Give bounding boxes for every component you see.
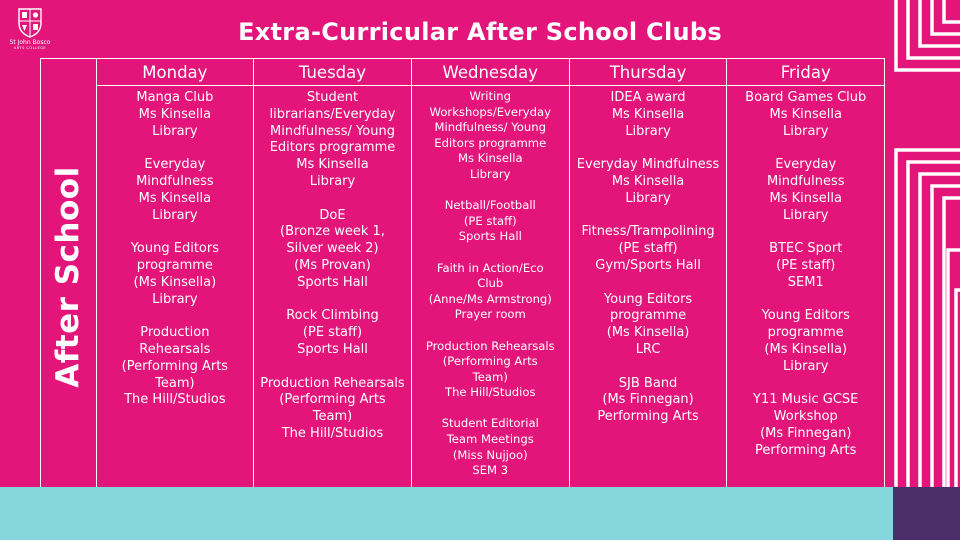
club-line: (Anne/Ms Armstrong): [428, 291, 552, 306]
club-line: DoE: [319, 207, 346, 223]
club-line: Library: [152, 207, 198, 223]
club-line: (Ms Kinsella): [764, 341, 848, 357]
day-column-friday: [727, 86, 885, 495]
club-line: The Hill/Studios: [124, 392, 226, 408]
club-line: Board Games Club: [745, 90, 867, 105]
club-line: Team): [312, 409, 353, 425]
club-line: Library: [625, 190, 671, 206]
corner-block: [893, 487, 960, 540]
club-entry: [727, 90, 884, 140]
club-line: The Hill/Studios: [445, 385, 536, 400]
day-column-monday: [96, 86, 253, 495]
club-line: Rehearsals: [139, 341, 211, 357]
club-line: BTEC Sport: [769, 241, 843, 257]
club-line: Editors programme: [434, 135, 547, 150]
club-line: Everyday: [775, 157, 837, 173]
club-entry: [727, 241, 884, 291]
club-line: Ms Kinsella: [138, 190, 212, 206]
club-line: Ms Kinsella: [769, 190, 842, 206]
club-line: The Hill/Studios: [281, 425, 384, 441]
club-line: Everyday: [144, 157, 206, 173]
club-line: Workshops/Everyday: [429, 104, 551, 119]
club-line: Mindfulness: [136, 173, 214, 189]
club-line: Library: [783, 207, 829, 223]
club-line: Manga Club: [136, 90, 214, 105]
club-line: Sports Hall: [297, 274, 368, 290]
club-line: Writing: [469, 89, 511, 103]
club-line: Netball/Football: [444, 198, 536, 213]
club-entry: [97, 90, 253, 140]
club-line: (PE staff): [618, 241, 678, 257]
club-line: Library: [309, 173, 356, 189]
club-line: Mindfulness: [766, 173, 845, 189]
school-name: St John Bosco: [9, 39, 51, 46]
page-title: Extra-Curricular After School Clubs: [238, 18, 722, 46]
clubs-timetable: [40, 58, 885, 495]
day-header-thursday: Thursday: [569, 59, 727, 86]
club-line: programme: [767, 325, 844, 341]
club-line: Sports Hall: [297, 341, 368, 357]
club-line: Rock Climbing: [286, 308, 379, 324]
club-line: Ms Kinsella: [611, 173, 685, 189]
club-line: (Ms Finnegan): [760, 425, 852, 441]
club-line: Young Editors: [130, 241, 219, 257]
club-line: (Miss Nujjoo): [452, 447, 528, 462]
club-line: (Ms Kinsella): [606, 325, 690, 341]
club-line: (Performing Arts: [279, 392, 386, 408]
club-line: Faith in Action/Eco: [436, 260, 544, 275]
school-subtitle: ARTS COLLEGE: [13, 46, 47, 50]
club-line: Gym/Sports Hall: [595, 257, 701, 273]
club-line: Ms Kinsella: [138, 106, 212, 122]
club-entry: [412, 89, 569, 183]
club-entry: [254, 90, 411, 191]
club-line: (PE staff): [302, 325, 363, 341]
club-line: Silver week 2): [286, 241, 379, 257]
club-line: (Ms Kinsella): [133, 274, 217, 290]
day-column-tuesday: [254, 86, 412, 495]
club-line: (Ms Provan): [294, 257, 371, 273]
club-line: programme: [609, 308, 687, 324]
club-line: Production Rehearsals: [260, 375, 405, 391]
club-line: Y11 Music GCSE: [753, 392, 859, 408]
club-line: Mindfulness/ Young: [434, 120, 546, 135]
club-line: Student Editorial: [441, 416, 539, 431]
club-line: Performing Arts: [755, 442, 857, 458]
club-line: Production Rehearsals: [425, 338, 555, 353]
club-line: Ms Kinsella: [611, 106, 685, 122]
club-line: (Ms Finnegan): [602, 392, 694, 408]
club-line: Library: [152, 123, 198, 139]
club-line: Club: [477, 276, 504, 291]
club-entry: [97, 325, 253, 409]
club-line: (Performing Arts: [442, 354, 538, 369]
club-entry: [727, 392, 884, 459]
club-line: Fitness/Trampolining: [581, 224, 715, 240]
day-header-tuesday: Tuesday: [254, 59, 412, 86]
club-entry: [727, 157, 884, 224]
club-line: Team Meetings: [446, 432, 534, 447]
club-entry: [254, 208, 411, 292]
club-entry: [412, 339, 569, 401]
club-line: Library: [783, 358, 829, 374]
club-line: librarians/Everyday: [269, 106, 396, 122]
club-entry: [97, 157, 253, 224]
club-line: Performing Arts: [597, 409, 699, 425]
club-line: Editors programme: [269, 140, 396, 156]
club-line: Sports Hall: [458, 229, 522, 244]
day-header-monday: Monday: [96, 59, 253, 86]
club-line: Library: [469, 166, 511, 181]
club-line: Ms Kinsella: [769, 106, 842, 122]
club-line: (Bronze week 1,: [280, 224, 385, 240]
club-line: Library: [783, 123, 829, 139]
club-line: Young Editors: [603, 291, 693, 307]
club-line: IDEA award: [610, 90, 686, 105]
day-header-row: [41, 59, 885, 86]
day-header-wednesday: Wednesday: [411, 59, 569, 86]
club-line: (PE staff): [776, 257, 836, 273]
club-line: Everyday Mindfulness: [576, 157, 720, 173]
club-line: Production: [140, 325, 210, 341]
club-entry: [97, 241, 253, 308]
bottom-band: [0, 487, 893, 540]
decorative-stripes: [886, 0, 960, 487]
school-logo: [8, 6, 52, 58]
day-column-thursday: [569, 86, 727, 495]
club-line: SJB Band: [618, 375, 678, 391]
club-line: (PE staff): [463, 213, 517, 228]
club-line: Ms Kinsella: [457, 151, 523, 166]
club-entry: [570, 224, 727, 274]
crest-icon: [17, 6, 43, 38]
club-entry: [412, 261, 569, 323]
club-line: Student: [306, 90, 359, 105]
club-entry: [254, 376, 411, 443]
day-header-friday: Friday: [727, 59, 885, 86]
club-line: Workshop: [773, 409, 838, 425]
club-line: Ms Kinsella: [296, 157, 369, 173]
club-entry: [570, 376, 727, 426]
club-entry: [570, 157, 727, 207]
club-entry: [727, 308, 884, 375]
club-line: Team): [472, 369, 508, 384]
club-line: Team): [155, 375, 195, 391]
club-line: Library: [625, 123, 671, 139]
club-line: Young Editors: [761, 308, 850, 324]
clubs-row: [41, 86, 885, 495]
after-school-cell: [41, 59, 97, 495]
club-entry: [570, 292, 727, 359]
club-entry: [254, 308, 411, 358]
club-line: SEM1: [787, 274, 824, 290]
club-line: LRC: [635, 341, 661, 357]
day-column-wednesday: [411, 86, 569, 495]
after-school-label: After School: [50, 166, 87, 388]
club-line: Mindfulness/ Young: [270, 123, 395, 139]
club-line: Library: [152, 291, 198, 307]
club-line: SEM 3: [472, 463, 509, 478]
club-line: programme: [136, 257, 213, 273]
club-line: (Performing Arts: [121, 358, 229, 374]
club-entry: [412, 416, 569, 478]
club-entry: [570, 90, 727, 140]
club-line: Prayer room: [454, 307, 526, 322]
club-entry: [412, 198, 569, 245]
